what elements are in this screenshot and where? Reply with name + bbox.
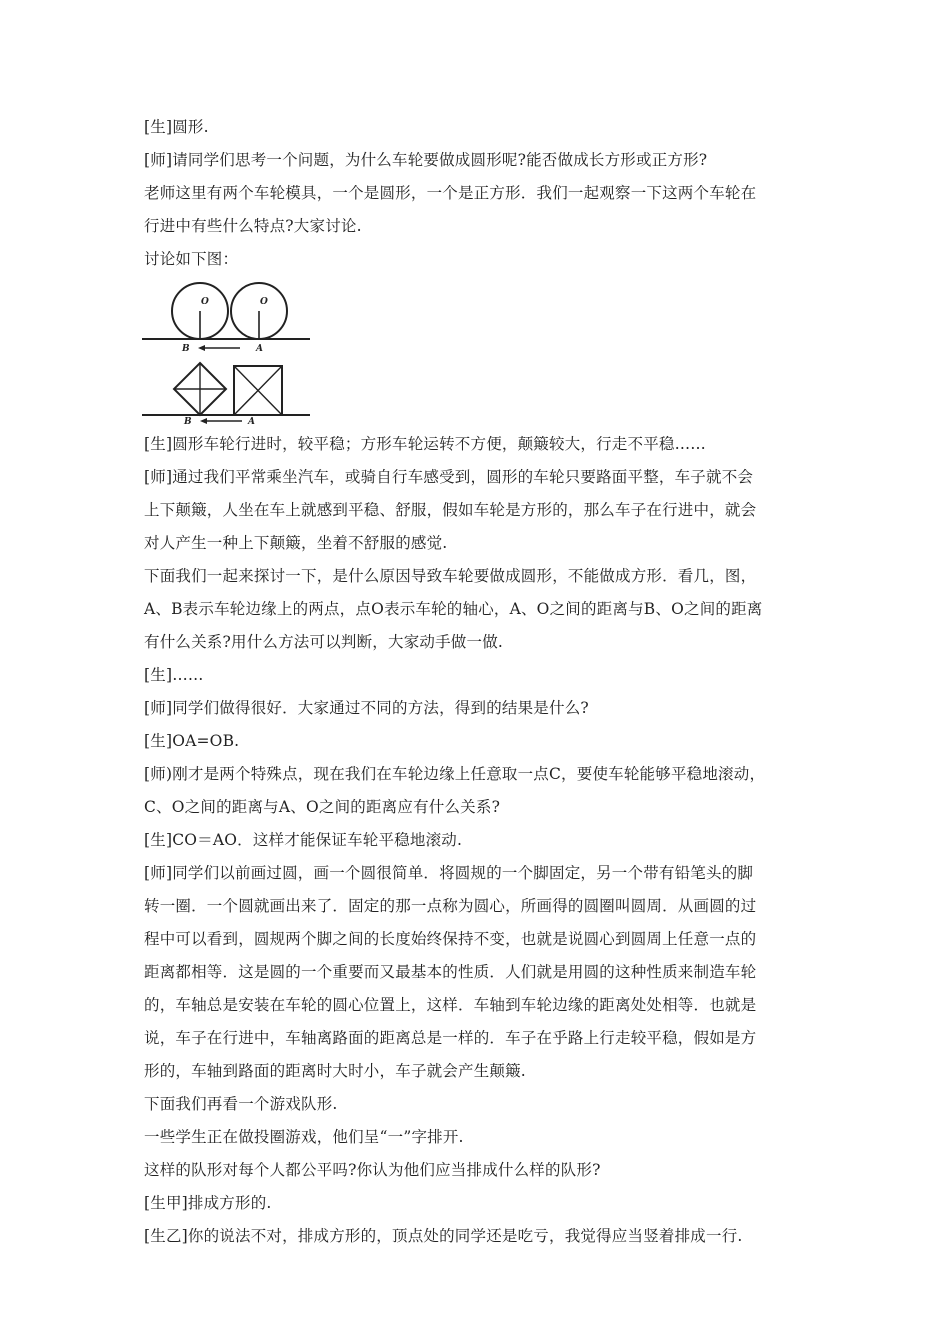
text-line-24: 说，车子在行进中，车轴离路面的距离总是一样的．车子在乎路上行走较平稳，假如是方 xyxy=(144,1029,757,1047)
text-line-10: 下面我们一起来探讨一下，是什么原因导致车轮要做成圆形，不能做成方形．看几，图， xyxy=(144,567,757,585)
text-line-28: 这样的队形对每个人都公平吗?你认为他们应当排成什么样的队形? xyxy=(144,1161,601,1179)
text-line-14: [师]同学们做得很好．大家通过不同的方法，得到的结果是什么? xyxy=(144,699,589,717)
text-line-16: [师)刚才是两个特殊点，现在我们在车轮边缘上任意取一点C，要使车轮能够平稳地滚动， xyxy=(144,765,766,783)
text-line-13: [生]…… xyxy=(144,666,204,684)
text-line-19: [师]同学们以前画过圆，画一个圆很简单．将圆规的一个脚固定，另一个带有铅笔头的脚 xyxy=(144,864,754,882)
text-line-18: [生]CO＝AO．这样才能保证车轮平稳地滚动. xyxy=(144,831,463,849)
text-line-5: 讨论如下图： xyxy=(144,250,239,268)
text-line-25: 形的，车轴到路面的距离时大时小，车子就会产生颠簸. xyxy=(144,1062,526,1080)
text-line-11: A、B表示车轮边缘上的两点，点O表示车轮的轴心，A、O之间的距离与B、O之间的距离 xyxy=(144,600,763,618)
text-line-17: C、O之间的距离与A、O之间的距离应有什么关系? xyxy=(144,798,501,816)
text-line-29: [生甲]排成方形的. xyxy=(144,1194,272,1212)
label-a-2: A xyxy=(248,417,255,424)
text-line-7: [师]通过我们平常乘坐汽车，或骑自行车感受到，圆形的车轮只要路面平整，车子就不会 xyxy=(144,468,754,486)
text-line-3: 老师这里有两个车轮模具，一个是圆形，一个是正方形．我们一起观察一下这两个车轮在 xyxy=(144,184,757,202)
text-line-12: 有什么关系?用什么方法可以判断，大家动手做一做. xyxy=(144,633,504,651)
wheel-diagram xyxy=(140,282,312,424)
label-o-2: O xyxy=(260,297,268,307)
text-line-30: [生乙]你的说法不对，排成方形的，顶点处的同学还是吃亏，我觉得应当竖着排成一行. xyxy=(144,1227,743,1245)
label-a-1: A xyxy=(256,344,263,354)
upper-arrowhead xyxy=(198,345,205,351)
text-line-2: [师]请同学们思考一个问题，为什么车轮要做成圆形呢?能否做成长方形或正方形? xyxy=(144,151,708,169)
text-line-15: [生]OA=OB. xyxy=(144,732,240,750)
text-line-20: 转一圈．一个圆就画出来了．固定的那一点称为圆心，所画得的圆圈叫圆周．从画圆的过 xyxy=(144,897,757,915)
text-line-1: [生]圆形. xyxy=(144,118,209,136)
label-b-1: B xyxy=(182,344,190,354)
label-o-1: O xyxy=(201,297,209,307)
wheel-diagram-svg xyxy=(140,282,312,424)
text-line-8: 上下颠簸，人坐在车上就感到平稳、舒服，假如车轮是方形的，那么车子在行进中，就会 xyxy=(144,501,757,519)
lower-arrowhead xyxy=(200,418,207,424)
text-line-21: 程中可以看到，圆规两个脚之间的长度始终保持不变，也就是说圆心到圆周上任意一点的 xyxy=(144,930,757,948)
label-b-2: B xyxy=(184,417,192,424)
text-line-26: 下面我们再看一个游戏队形. xyxy=(144,1095,338,1113)
text-line-6: [生]圆形车轮行进时，较平稳；方形车轮运转不方便，颠簸较大，行走不平稳…… xyxy=(144,435,706,453)
text-line-27: 一些学生正在做投圈游戏，他们呈“一”字排开. xyxy=(144,1128,464,1146)
text-line-23: 的，车轴总是安装在车轮的圆心位置上，这样．车轴到车轮边缘的距离处处相等．也就是 xyxy=(144,996,757,1014)
text-line-9: 对人产生一种上下颠簸，坐着不舒服的感觉. xyxy=(144,534,448,552)
text-line-4: 行进中有些什么特点?大家讨论. xyxy=(144,217,362,235)
text-line-22: 距离都相等．这是圆的一个重要而又最基本的性质．人们就是用圆的这种性质来制造车轮 xyxy=(144,963,757,981)
